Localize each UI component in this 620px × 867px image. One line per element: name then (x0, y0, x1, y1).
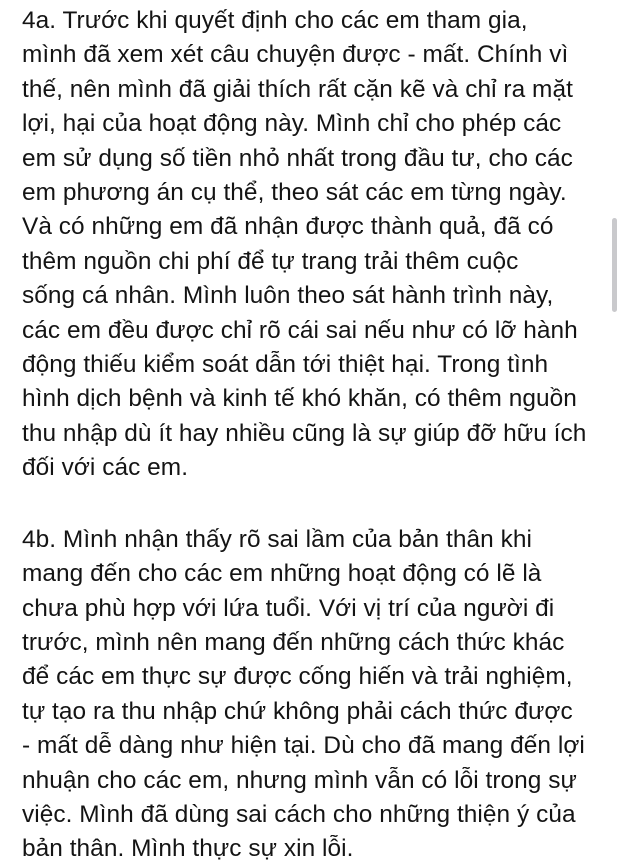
note-body (22, 4, 612, 867)
text-line: nhuận cho các em, nhưng mình vẫn có lỗi trong sự (22, 766, 577, 794)
text-line: sống cá nhân. Mình luôn theo sát hành trình này, (22, 282, 554, 310)
scrollbar[interactable] (609, 0, 617, 848)
text-line: động thiếu kiểm soát dẫn tới thiệt hại. Trong tình (22, 351, 549, 379)
text-line: chưa phù hợp với lứa tuổi. Với vị trí của người đi (22, 594, 555, 622)
text-line: mình đã xem xét câu chuyện được - mất. Chính vì (22, 41, 569, 69)
text-line: 4a. Trước khi quyết định cho các em tham gia, (22, 7, 528, 34)
text-line: thêm nguồn chi phí để tự trang trải thêm cuộc (22, 247, 519, 275)
text-line: em sử dụng số tiền nhỏ nhất trong đầu tư, cho các (22, 144, 573, 172)
text-line: mang đến cho các em những hoạt động có lẽ là (22, 560, 542, 588)
text-line: bản thân. Mình thực sự xin lỗi. (22, 835, 354, 863)
text-line: lợi, hại của hoạt động này. Mình chỉ cho phép các (22, 110, 562, 138)
text-line: thu nhập dù ít hay nhiều cũng là sự giúp đỡ hữu ích (22, 419, 587, 447)
text-line: Và có những em đã nhận được thành quả, đã có (22, 213, 554, 241)
text-line: việc. Mình đã dùng sai cách cho những thiện ý của (22, 800, 576, 828)
text-line: thế, nên mình đã giải thích rất cặn kẽ và chỉ ra mặt (22, 75, 573, 103)
paragraph-4a (22, 4, 612, 486)
text-line: để các em thực sự được cống hiến và trải nghiệm, (22, 663, 573, 691)
paragraph-spacer (22, 486, 612, 523)
text-line: đối với các em. (22, 454, 189, 482)
text-line: 4b. Mình nhận thấy rõ sai lầm của bản thân khi (22, 525, 532, 553)
text-line: hình dịch bệnh và kinh tế khó khăn, có thêm nguồn (22, 385, 577, 413)
text-line: tự tạo ra thu nhập chứ không phải cách thức được (22, 697, 573, 725)
text-line: trước, mình nên mang đến những cách thức khác (22, 628, 565, 656)
paragraph-4b (22, 523, 612, 867)
text-line: em phương án cụ thể, theo sát các em từng ngày. (22, 179, 567, 207)
scrollbar-thumb[interactable] (612, 218, 617, 312)
text-line: các em đều được chỉ rõ cái sai nếu như có lỡ hành (22, 316, 578, 344)
text-line: - mất dễ dàng như hiện tại. Dù cho đã mang đến lợi (22, 732, 585, 760)
